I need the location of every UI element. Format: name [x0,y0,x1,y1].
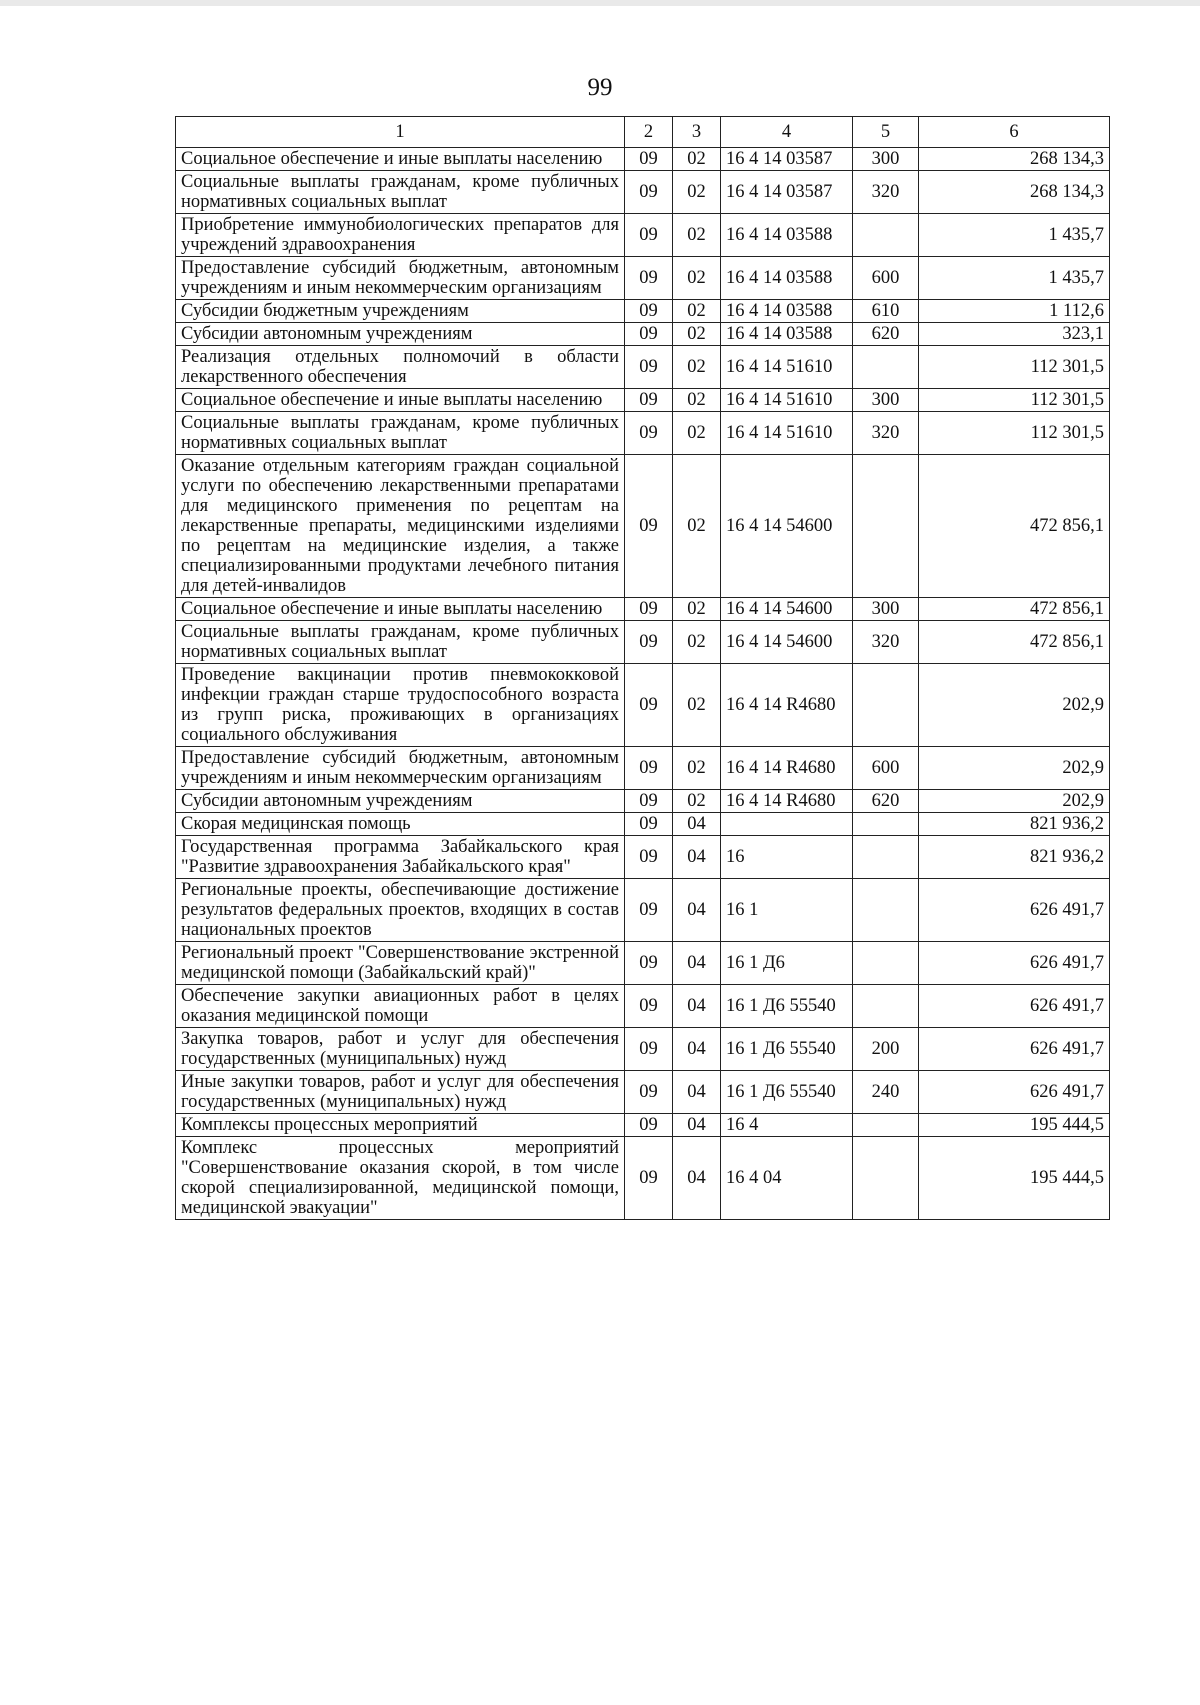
row-subsection-cell: 04 [673,1028,721,1071]
page-number: 99 [587,74,613,101]
table-row [176,346,1110,389]
row-expense-type-cell: 620 [853,790,919,813]
row-name-cell: Иные закупки товаров, работ и услуг для обеспечения государственных (муниципальных) нужд [176,1071,625,1114]
row-target-code-cell: 16 4 14 R4680 [721,664,853,747]
row-section-cell: 09 [625,346,673,389]
row-expense-type-cell [853,1137,919,1220]
row-subsection-cell: 02 [673,148,721,171]
table-row [176,621,1110,664]
row-target-code-cell: 16 4 14 54600 [721,621,853,664]
header-row [176,117,1110,148]
row-section-cell: 09 [625,813,673,836]
row-amount-cell: 626 491,7 [919,1071,1110,1114]
row-section-cell: 09 [625,171,673,214]
row-subsection-cell: 02 [673,171,721,214]
row-name-cell: Оказание отдельным категориям граждан социальной услуги по обеспечению лекарственными препаратами для медицинского применения по рецептам на лекарственные препараты, медицинскими изделиями по рецептам на медицинские изделия, а также специализированными продуктами лечебного питания для детей-инвалидов [176,455,625,598]
row-amount-cell: 202,9 [919,790,1110,813]
column-header: 4 [721,117,853,148]
table-row [176,1071,1110,1114]
table-row [176,813,1110,836]
row-name-cell: Комплексы процессных мероприятий [176,1114,625,1137]
row-amount-cell: 1 435,7 [919,214,1110,257]
row-expense-type-cell: 200 [853,1028,919,1071]
row-amount-cell: 268 134,3 [919,171,1110,214]
row-target-code-cell: 16 4 04 [721,1137,853,1220]
row-expense-type-cell [853,214,919,257]
row-target-code-cell: 16 4 [721,1114,853,1137]
table-row [176,664,1110,747]
row-subsection-cell: 02 [673,257,721,300]
row-section-cell: 09 [625,412,673,455]
row-name-cell: Обеспечение закупки авиационных работ в целях оказания медицинской помощи [176,985,625,1028]
row-name-cell: Приобретение иммунобиологических препаратов для учреждений здравоохранения [176,214,625,257]
row-subsection-cell: 04 [673,942,721,985]
row-section-cell: 09 [625,664,673,747]
scan-edge [0,0,1200,6]
row-section-cell: 09 [625,985,673,1028]
table-row [176,985,1110,1028]
row-section-cell: 09 [625,747,673,790]
row-name-cell: Комплекс процессных мероприятий "Совершенствование оказания скорой, в том числе скорой специализированной, медицинской помощи, медицинской эвакуации" [176,1137,625,1220]
row-target-code-cell: 16 4 14 51610 [721,389,853,412]
row-subsection-cell: 02 [673,455,721,598]
row-target-code-cell: 16 4 14 54600 [721,455,853,598]
row-amount-cell: 195 444,5 [919,1137,1110,1220]
row-target-code-cell: 16 1 Д6 55540 [721,985,853,1028]
table-row [176,747,1110,790]
table-row [176,257,1110,300]
column-header: 2 [625,117,673,148]
row-amount-cell: 626 491,7 [919,1028,1110,1071]
row-target-code-cell: 16 4 14 R4680 [721,790,853,813]
row-expense-type-cell: 620 [853,323,919,346]
row-subsection-cell: 02 [673,412,721,455]
table-row [176,1028,1110,1071]
row-name-cell: Социальные выплаты гражданам, кроме публичных нормативных социальных выплат [176,171,625,214]
row-amount-cell: 821 936,2 [919,813,1110,836]
row-name-cell: Социальные выплаты гражданам, кроме публичных нормативных социальных выплат [176,621,625,664]
row-name-cell: Региональные проекты, обеспечивающие достижение результатов федеральных проектов, входящих в состав национальных проектов [176,879,625,942]
row-expense-type-cell [853,346,919,389]
row-expense-type-cell [853,985,919,1028]
row-section-cell: 09 [625,214,673,257]
row-expense-type-cell: 300 [853,389,919,412]
row-target-code-cell: 16 1 Д6 55540 [721,1071,853,1114]
table-row [176,389,1110,412]
row-expense-type-cell [853,664,919,747]
table-row [176,171,1110,214]
row-subsection-cell: 04 [673,1114,721,1137]
row-name-cell: Субсидии автономным учреждениям [176,323,625,346]
row-section-cell: 09 [625,148,673,171]
row-expense-type-cell [853,836,919,879]
row-amount-cell: 323,1 [919,323,1110,346]
row-name-cell: Предоставление субсидий бюджетным, автономным учреждениям и иным некоммерческим организациям [176,747,625,790]
table-row [176,412,1110,455]
row-target-code-cell: 16 4 14 03587 [721,171,853,214]
row-name-cell: Социальные выплаты гражданам, кроме публичных нормативных социальных выплат [176,412,625,455]
row-amount-cell: 112 301,5 [919,346,1110,389]
row-subsection-cell: 02 [673,323,721,346]
row-expense-type-cell [853,813,919,836]
row-subsection-cell: 02 [673,664,721,747]
table-row [176,214,1110,257]
row-target-code-cell: 16 4 14 03588 [721,257,853,300]
row-section-cell: 09 [625,257,673,300]
row-subsection-cell: 04 [673,813,721,836]
row-amount-cell: 472 856,1 [919,621,1110,664]
row-subsection-cell: 02 [673,747,721,790]
budget-table [175,116,1110,1220]
row-expense-type-cell [853,455,919,598]
table-row [176,790,1110,813]
row-section-cell: 09 [625,836,673,879]
row-name-cell: Субсидии бюджетным учреждениям [176,300,625,323]
column-header: 3 [673,117,721,148]
row-subsection-cell: 02 [673,598,721,621]
row-section-cell: 09 [625,1114,673,1137]
row-section-cell: 09 [625,389,673,412]
row-section-cell: 09 [625,1137,673,1220]
row-name-cell: Предоставление субсидий бюджетным, автономным учреждениям и иным некоммерческим организациям [176,257,625,300]
row-expense-type-cell [853,879,919,942]
row-section-cell: 09 [625,942,673,985]
row-amount-cell: 268 134,3 [919,148,1110,171]
row-amount-cell: 1 112,6 [919,300,1110,323]
table-row [176,598,1110,621]
row-name-cell: Закупка товаров, работ и услуг для обеспечения государственных (муниципальных) нужд [176,1028,625,1071]
row-target-code-cell: 16 [721,836,853,879]
row-name-cell: Региональный проект "Совершенствование экстренной медицинской помощи (Забайкальский край)" [176,942,625,985]
row-expense-type-cell: 320 [853,412,919,455]
row-amount-cell: 472 856,1 [919,598,1110,621]
row-amount-cell: 195 444,5 [919,1114,1110,1137]
row-name-cell: Социальное обеспечение и иные выплаты населению [176,598,625,621]
row-amount-cell: 626 491,7 [919,879,1110,942]
row-target-code-cell [721,813,853,836]
column-header: 1 [176,117,625,148]
row-section-cell: 09 [625,323,673,346]
row-target-code-cell: 16 1 [721,879,853,942]
row-expense-type-cell [853,942,919,985]
row-subsection-cell: 02 [673,300,721,323]
table-row [176,879,1110,942]
row-amount-cell: 112 301,5 [919,389,1110,412]
row-name-cell: Реализация отдельных полномочий в области лекарственного обеспечения [176,346,625,389]
table-row [176,942,1110,985]
row-subsection-cell: 02 [673,346,721,389]
row-amount-cell: 202,9 [919,747,1110,790]
row-amount-cell: 821 936,2 [919,836,1110,879]
row-subsection-cell: 02 [673,389,721,412]
row-amount-cell: 626 491,7 [919,985,1110,1028]
row-expense-type-cell [853,1114,919,1137]
row-target-code-cell: 16 4 14 03588 [721,300,853,323]
row-target-code-cell: 16 4 14 51610 [721,346,853,389]
row-section-cell: 09 [625,1028,673,1071]
table-row [176,836,1110,879]
row-section-cell: 09 [625,300,673,323]
row-amount-cell: 112 301,5 [919,412,1110,455]
column-header: 5 [853,117,919,148]
row-section-cell: 09 [625,621,673,664]
row-subsection-cell: 04 [673,836,721,879]
row-section-cell: 09 [625,455,673,598]
row-expense-type-cell: 300 [853,598,919,621]
row-subsection-cell: 04 [673,879,721,942]
row-subsection-cell: 02 [673,790,721,813]
row-name-cell: Социальное обеспечение и иные выплаты населению [176,148,625,171]
row-expense-type-cell: 240 [853,1071,919,1114]
table-row [176,1137,1110,1220]
row-target-code-cell: 16 4 14 03588 [721,323,853,346]
row-section-cell: 09 [625,790,673,813]
row-section-cell: 09 [625,1071,673,1114]
row-subsection-cell: 04 [673,985,721,1028]
row-name-cell: Государственная программа Забайкальского края "Развитие здравоохранения Забайкальского края" [176,836,625,879]
row-subsection-cell: 04 [673,1137,721,1220]
row-subsection-cell: 04 [673,1071,721,1114]
row-name-cell: Субсидии автономным учреждениям [176,790,625,813]
row-amount-cell: 472 856,1 [919,455,1110,598]
row-target-code-cell: 16 4 14 54600 [721,598,853,621]
row-expense-type-cell: 300 [853,148,919,171]
row-expense-type-cell: 320 [853,171,919,214]
row-expense-type-cell: 610 [853,300,919,323]
row-target-code-cell: 16 4 14 03587 [721,148,853,171]
row-subsection-cell: 02 [673,214,721,257]
table-row [176,300,1110,323]
table-row [176,323,1110,346]
row-section-cell: 09 [625,598,673,621]
row-subsection-cell: 02 [673,621,721,664]
row-amount-cell: 626 491,7 [919,942,1110,985]
row-expense-type-cell: 600 [853,257,919,300]
row-target-code-cell: 16 1 Д6 55540 [721,1028,853,1071]
row-name-cell: Социальное обеспечение и иные выплаты населению [176,389,625,412]
row-expense-type-cell: 600 [853,747,919,790]
row-section-cell: 09 [625,879,673,942]
table-row [176,148,1110,171]
column-header: 6 [919,117,1110,148]
row-target-code-cell: 16 4 14 R4680 [721,747,853,790]
table-row [176,455,1110,598]
row-target-code-cell: 16 1 Д6 [721,942,853,985]
row-amount-cell: 202,9 [919,664,1110,747]
table-row [176,1114,1110,1137]
row-target-code-cell: 16 4 14 51610 [721,412,853,455]
row-name-cell: Проведение вакцинации против пневмококковой инфекции граждан старше трудоспособного возраста из групп риска, проживающих в организациях социального обслуживания [176,664,625,747]
row-expense-type-cell: 320 [853,621,919,664]
row-name-cell: Скорая медицинская помощь [176,813,625,836]
row-amount-cell: 1 435,7 [919,257,1110,300]
row-target-code-cell: 16 4 14 03588 [721,214,853,257]
